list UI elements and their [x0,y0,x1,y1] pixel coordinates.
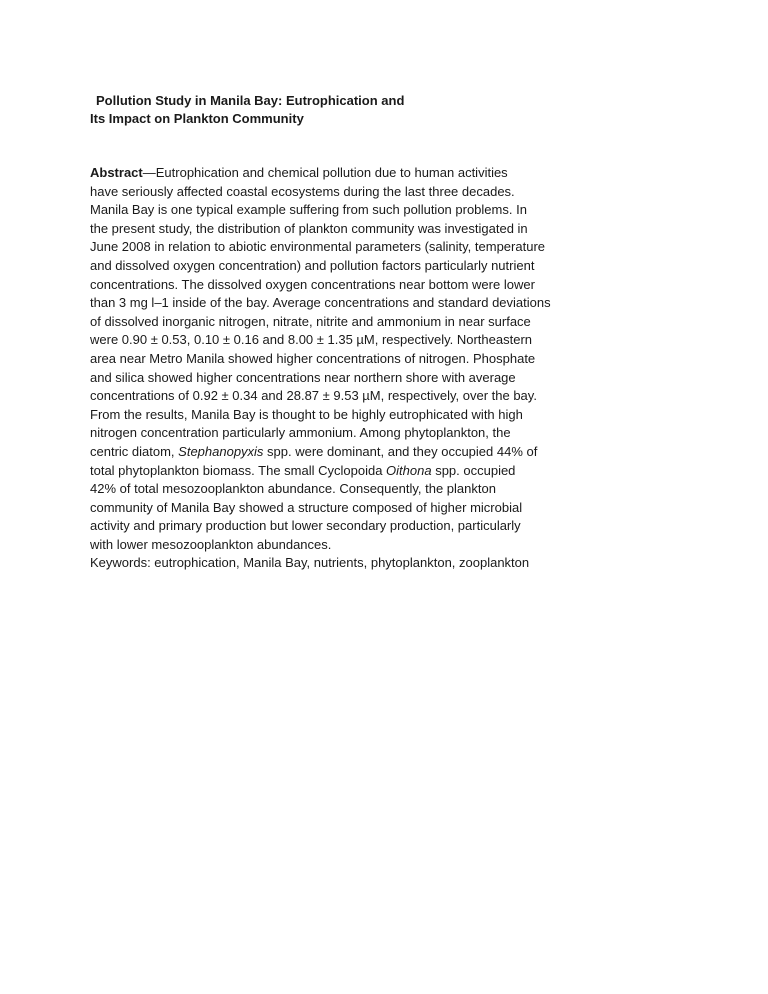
abstract-line: Manila Bay is one typical example suffering from such pollution problems. In [90,202,527,218]
abstract-line: From the results, Manila Bay is thought to be highly eutrophicated with high [90,406,523,422]
title-line-1: Pollution Study in Manila Bay: Eutrophication and [96,93,405,108]
abstract-text: centric diatom, [90,443,179,459]
abstract-line: June 2008 in relation to abiotic environmental parameters (salinity, temperature [90,239,545,255]
abstract-line: community of Manila Bay showed a structure composed of higher microbial [90,499,523,515]
abstract-line: activity and primary production but lower secondary production, particularly [90,518,521,534]
abstract-line: the present study, the distribution of plankton community was investigated in [90,220,528,236]
abstract-line: 42% of total mesozooplankton abundance. Consequently, the plankton [90,481,496,497]
abstract-line: concentrations of 0.92 ± 0.34 and 28.87 ± 9.53 µM, respectively, over the bay. [90,388,537,404]
abstract-label: Abstract [90,165,143,180]
abstract-line: have seriously affected coastal ecosystems during the last three decades. [90,183,515,199]
abstract-line: of dissolved inorganic nitrogen, nitrate, nitrite and ammonium in near surface [90,313,531,329]
abstract-line: area near Metro Manila showed higher concentrations of nitrogen. Phosphate [90,350,536,366]
abstract-text: spp. occupied [431,462,516,478]
title-line-2: Its Impact on Plankton Community [90,111,304,126]
abstract-line: with lower mesozooplankton abundances. [90,536,332,552]
abstract [90,164,590,573]
paper-title [90,92,490,128]
abstract-text: total phytoplankton biomass. The small Cyclopoida [90,462,387,478]
abstract-line [90,164,590,183]
genus-name-oithona: Oithona [386,462,432,478]
abstract-line [90,462,590,481]
abstract-line: and dissolved oxygen concentration) and pollution factors particularly nutrient [90,257,535,273]
abstract-line: nitrogen concentration particularly ammonium. Among phytoplankton, the [90,425,511,441]
genus-name-stephanopyxis: Stephanopyxis [178,443,264,459]
abstract-line: than 3 mg l–1 inside of the bay. Average concentrations and standard deviations [90,295,551,311]
abstract-line: were 0.90 ± 0.53, 0.10 ± 0.16 and 8.00 ± 1.35 µM, respectively. Northeastern [90,332,533,348]
abstract-text: spp. were dominant, and they occupied 44% of [263,443,538,459]
abstract-line: concentrations. The dissolved oxygen concentrations near bottom were lower [90,276,535,292]
abstract-line: and silica showed higher concentrations near northern shore with average [90,369,516,385]
abstract-text: —Eutrophication and chemical pollution due to human activities [142,165,508,180]
abstract-line [90,443,590,462]
keywords-line: Keywords: eutrophication, Manila Bay, nutrients, phytoplankton, zooplankton [90,555,530,571]
